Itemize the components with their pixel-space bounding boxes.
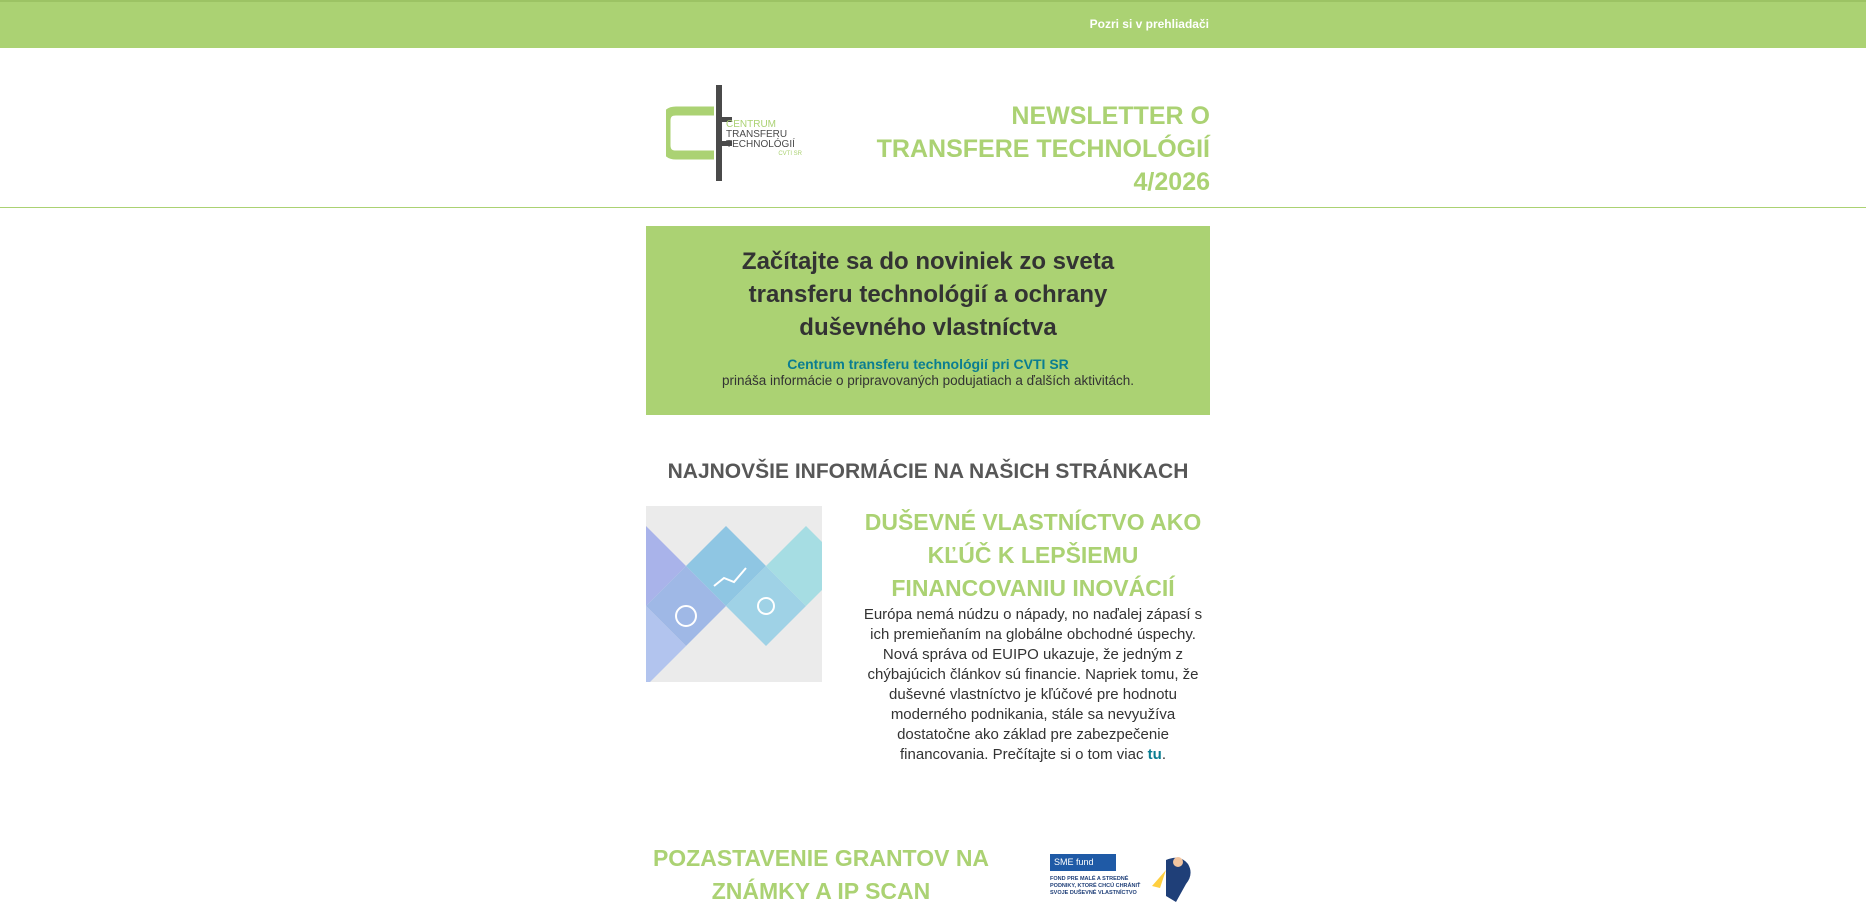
hero-description: prináša informácie o pripravovaných podujatiach a ďalších aktivitách. bbox=[721, 373, 1134, 388]
article-image-ip-icons[interactable] bbox=[646, 506, 822, 682]
logo-line-technologii: TECHNOLÓGIÍ bbox=[726, 139, 795, 150]
cvti-logo bbox=[666, 85, 814, 181]
read-more-link[interactable]: tu bbox=[1147, 746, 1162, 763]
logo-line-cvti: CVTI SR bbox=[778, 151, 802, 157]
newsletter-header bbox=[0, 48, 1866, 208]
title-line-2: TRANSFERE TECHNOLÓGIÍ bbox=[876, 135, 1210, 163]
logo-line-transferu: TRANSFERU bbox=[726, 129, 788, 140]
hero-organization: Centrum transferu technológií pri CVTI SR bbox=[787, 356, 1069, 372]
top-bar bbox=[0, 0, 1866, 48]
logo-line-centrum: CENTRUM bbox=[726, 119, 776, 130]
hero-heading: Začítajte sa do noviniek zo sveta transferu technológií a ochrany duševného vlastníctva bbox=[741, 248, 1115, 341]
article-1-title[interactable]: DUŠEVNÉ VLASTNÍCTVO AKO KĽÚČ K LEPŠIEMU FINANCOVANIU INOVÁCIÍ bbox=[864, 509, 1202, 601]
superhero-illustration bbox=[1048, 850, 1202, 906]
article-2-title[interactable]: POZASTAVENIE GRANTOV NA ZNÁMKY A IP SCAN bbox=[652, 845, 990, 904]
view-in-browser-link[interactable]: Pozri si v prehliadači bbox=[1089, 17, 1209, 31]
article-1-body bbox=[856, 605, 1210, 765]
sme-fund-badge: SME fund bbox=[1050, 854, 1116, 871]
article-2-image-sme-fund[interactable] bbox=[1048, 850, 1202, 906]
article-1-end: . bbox=[1161, 746, 1166, 763]
title-line-1: NEWSLETTER O bbox=[1011, 102, 1210, 130]
ip-diamond-illustration bbox=[646, 506, 822, 682]
newsletter-title bbox=[810, 100, 1210, 199]
title-line-3: 4/2026 bbox=[1133, 168, 1210, 196]
hero-banner bbox=[646, 226, 1210, 415]
article-1-text: Európa nemá núdzu o nápady, no naďalej zápasí s ich premieňaním na globálne obchodné úspechy. Nová správa od EUIPO ukazuje, že jedným z chýbajúcich článkov sú financie. Napriek tomu, že duševné vlastníctvo je kľúčové pre hodnotu moderného podnikania, stále sa nevyužíva dostatočne ako základ pre zabezpečenie financovania. Prečítajte si o tom viac bbox=[863, 606, 1203, 763]
sme-fund-caption: FOND PRE MALÉ A STREDNÉ PODNIKY, KTORÉ CHCÚ CHRÁNIŤ SVOJE DUŠEVNÉ VLASTNÍCTVO bbox=[1050, 876, 1141, 896]
section-title: NAJNOVŠIE INFORMÁCIE NA NAŠICH STRÁNKACH bbox=[667, 460, 1189, 483]
